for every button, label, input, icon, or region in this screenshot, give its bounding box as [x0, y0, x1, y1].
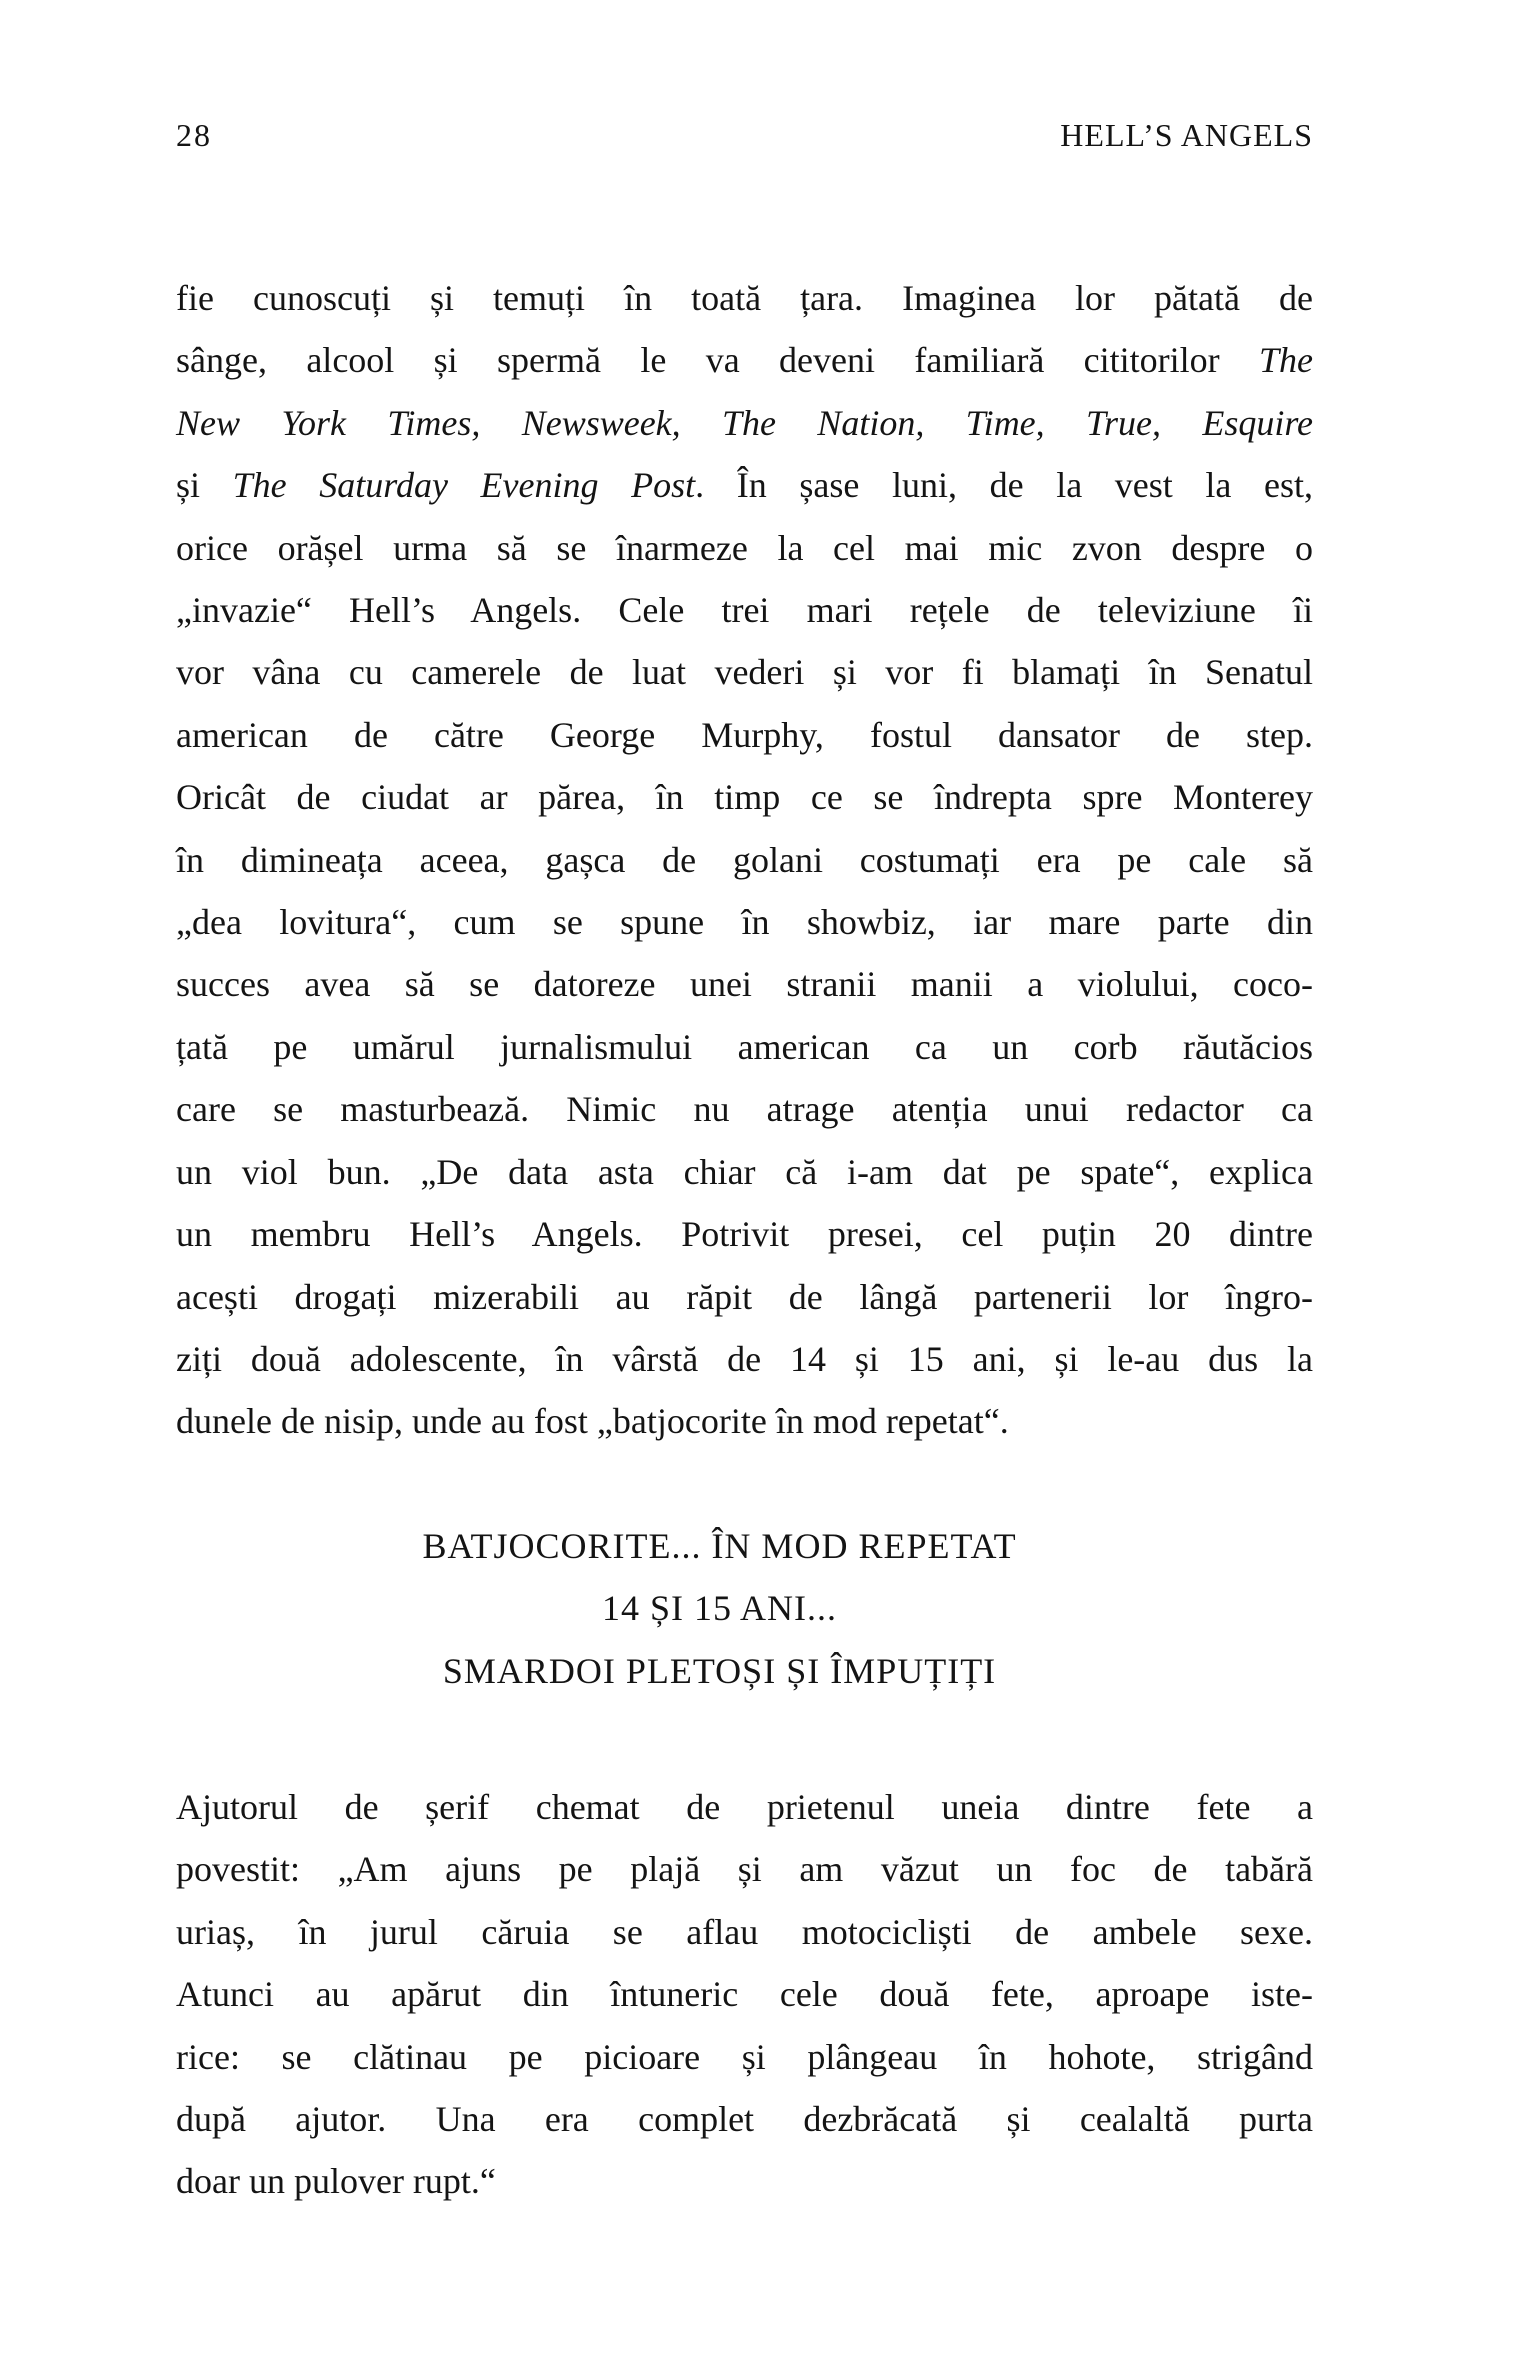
text: și [176, 465, 233, 506]
text-line [176, 392, 1313, 454]
text-line [176, 829, 1313, 891]
text-line [176, 1515, 1263, 1577]
text: american de către George Murphy, fostul dansator de step. [176, 714, 1313, 755]
text: ziți două adolescente, în vârstă de 14 și 15 ani, și le-au dus la [176, 1338, 1313, 1379]
text: un viol bun. „De data asta chiar că i-am dat pe spate“, explica [176, 1151, 1313, 1192]
paragraph [176, 1776, 1313, 2213]
text-line [176, 1640, 1263, 1702]
text: după ajutor. Una era complet dezbrăcată și cealaltă purta [176, 2098, 1313, 2139]
text-line [176, 2150, 1313, 2212]
running-title: HELL’S ANGELS [1060, 117, 1313, 153]
text: sânge, alcool și spermă le va deveni familiară cititorilor [176, 340, 1259, 381]
text-line [176, 1141, 1313, 1203]
text: dunele de nisip, unde au fost „batjocorite în mod repetat“. [176, 1401, 1009, 1442]
text: povestit: „Am ajuns pe plajă și am văzut un foc de tabără [176, 1849, 1313, 1890]
text: care se masturbează. Nimic nu atrage atenția unui redactor ca [176, 1089, 1313, 1130]
text-line [176, 2026, 1313, 2088]
text: țată pe umărul jurnalismului american ca un corb răutăcios [176, 1026, 1313, 1067]
text-line [176, 1016, 1313, 1078]
text: BATJOCORITE... ÎN MOD REPETAT [422, 1525, 1017, 1566]
text-line [176, 1838, 1313, 1900]
display-heading [176, 1515, 1263, 1702]
text: un membru Hell’s Angels. Potrivit presei, cel puțin 20 dintre [176, 1214, 1313, 1255]
text-line [176, 454, 1313, 516]
text-line [176, 1901, 1313, 1963]
text-line [176, 1577, 1263, 1639]
text-line [176, 1776, 1313, 1838]
text: . În șase luni, de la vest la est, [695, 465, 1314, 506]
text-line [176, 1390, 1313, 1452]
text-line [176, 641, 1313, 703]
text-line [176, 329, 1313, 391]
text: „dea lovitura“, cum se spune în showbiz, iar mare parte din [176, 902, 1313, 943]
text-line [176, 704, 1313, 766]
text: 14 ȘI 15 ANI... [601, 1588, 837, 1629]
text: fie cunoscuți și temuți în toată țara. Imaginea lor pătată de [176, 278, 1313, 318]
text-line [176, 891, 1313, 953]
text-line [176, 1078, 1313, 1140]
text: uriaș, în jurul căruia se aflau motocicliști de ambele sexe. [176, 1911, 1313, 1952]
page-body [176, 267, 1313, 2213]
paragraph [176, 267, 1313, 1453]
text-line [176, 766, 1313, 828]
text: Ajutorul de șerif chemat de prietenul uneia dintre fete a [176, 1786, 1313, 1827]
text: succes avea să se datoreze unei stranii manii a violului, coco- [176, 964, 1313, 1005]
text-line [176, 1203, 1313, 1265]
text: acești drogați mizerabili au răpit de lângă partenerii lor îngro- [176, 1276, 1313, 1317]
page-number: 28 [176, 117, 212, 153]
italic-text: New York Times, Newsweek, The Nation, Time, True, Esquire [176, 402, 1313, 443]
text-line [176, 1266, 1313, 1328]
text-line [176, 1328, 1313, 1390]
text-line [176, 953, 1313, 1015]
text-line [176, 517, 1313, 579]
text-line [176, 2088, 1313, 2150]
text: SMARDOI PLETOȘI ȘI ÎMPUȚIȚI [442, 1650, 997, 1691]
text: în dimineața aceea, gașca de golani costumați era pe cale să [176, 839, 1313, 880]
running-header [176, 117, 1313, 153]
italic-text: The [1259, 340, 1313, 381]
italic-text: The Saturday Evening Post [232, 465, 696, 506]
text: Oricât de ciudat ar părea, în timp ce se îndrepta spre Monterey [176, 777, 1313, 818]
text-line [176, 267, 1313, 329]
text-line [176, 1963, 1313, 2025]
text-line [176, 579, 1313, 641]
text: rice: se clătinau pe picioare și plângeau în hohote, strigând [176, 2036, 1313, 2077]
text: „invazie“ Hell’s Angels. Cele trei mari rețele de televiziune îi [176, 590, 1313, 631]
text: Atunci au apărut din întuneric cele două fete, aproape iste- [176, 1974, 1313, 2015]
text: doar un pulover rupt.“ [176, 2161, 496, 2202]
text: orice orășel urma să se înarmeze la cel mai mic zvon despre o [176, 527, 1313, 568]
text: vor vâna cu camerele de luat vederi și vor fi blamați în Senatul [176, 652, 1313, 693]
